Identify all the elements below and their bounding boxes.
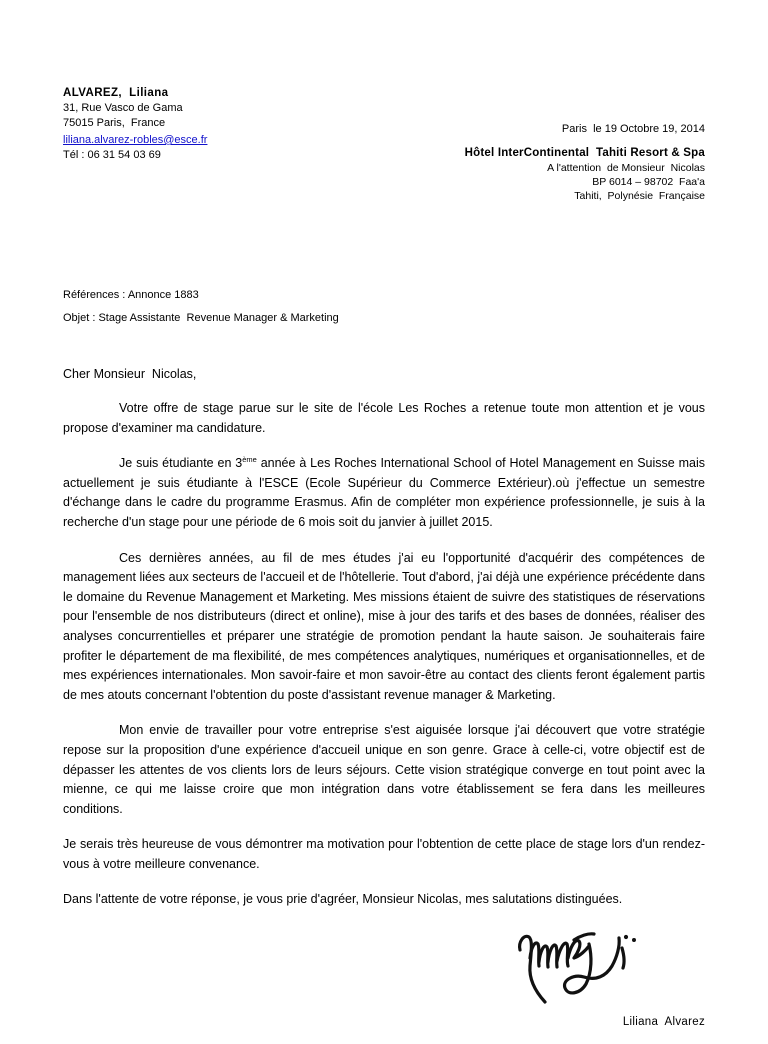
sender-phone: Tél : 06 31 54 03 69 <box>63 149 161 161</box>
recipient-block <box>375 122 705 203</box>
signature-block <box>63 924 705 1044</box>
salutation: Cher Monsieur Nicolas, <box>63 367 197 381</box>
paragraph-2-text-after: année à Les Roches International School of Hotel Management en Suisse mais actuellement je suis étudiante à l'ESCE (Ecole Supérieur du Commerce Extérieur).où j'effectue un semestre d'échange dans le cadre du programme Erasmus. Afin de compléter mon expérience professionnelle, je suis à la recherche d'un stage pour une période de 6 mois soit du janvier à juillet 2015. <box>63 456 705 529</box>
recipient-attention: A l'attention de Monsieur Nicolas <box>547 162 705 174</box>
sender-street: 31, Rue Vasco de Gama <box>63 102 183 114</box>
sender-email-link[interactable]: liliana.alvarez-robles@esce.fr <box>63 134 208 146</box>
body-paragraph-3: Ces dernières années, au fil de mes études j'ai eu l'opportunité d'acquérir des compétences de management liées aux secteurs de l'accueil et de l'hôtellerie. Tout d'abord, j'ai déjà une expérience précédente dans le domaine du Revenue Management et Marketing. Mes missions étaient de suivre des statistiques de réservations pour l'ensemble de nos distributeurs (direct et online), mise à jour des tarifs et des bases de données, réaliser des analyses concurrentielles et préparer une stratégie de promotion pendant la haute saison. Je souhaiterais faire profiter le département de ma flexibilité, de mes compétences analytiques, numériques et organisationnelles, et de mes expériences internationales. Mon savoir-faire et mon savoir-être au contact des clients feront également partis de mes atouts concernant l'obtention du poste d'assistant revenue manager & Marketing. <box>63 550 705 702</box>
date-line: Paris le 19 Octobre 19, 2014 <box>561 123 705 135</box>
subject-line: Objet : Stage Assistante Revenue Manager & Marketing <box>63 312 339 324</box>
reference-block <box>63 284 705 330</box>
sender-name: ALVAREZ, Liliana <box>63 87 169 99</box>
letter-header <box>63 0 705 202</box>
body-paragraph-6: Dans l'attente de votre réponse, je vous prie d'agréer, Monsieur Nicolas, mes salutations distinguées. <box>63 892 623 907</box>
paragraph-2-text-before: Je suis étudiante en 3 <box>119 456 243 471</box>
recipient-po-box: BP 6014 – 98702 Faa'a <box>592 176 705 188</box>
recipient-company: Hôtel InterContinental Tahiti Resort & Spa <box>464 147 705 159</box>
handwritten-signature-icon <box>504 928 659 1012</box>
body-paragraph-2 <box>63 454 705 532</box>
reference-line: Références : Annonce 1883 <box>63 289 199 301</box>
signer-name: Liliana Alvarez <box>622 1016 705 1029</box>
recipient-region: Tahiti, Polynésie Française <box>574 190 705 202</box>
ordinal-suffix: ème <box>242 455 257 465</box>
sender-address-block <box>63 86 393 163</box>
sender-city: 75015 Paris, France <box>63 116 166 129</box>
body-paragraph-1: Votre offre de stage parue sur le site de l'école Les Roches a retenue toute mon attention et je vous propose d'examiner ma candidature. <box>63 401 705 435</box>
letter-sheet <box>63 0 705 1044</box>
body-paragraph-4: Mon envie de travailler pour votre entreprise s'est aiguisée lorsque j'ai découvert que votre stratégie repose sur la proposition d'une expérience d'accueil unique en son genre. Grace à celle-ci, votre objectif est de dépasser les attentes de vos clients lors de leurs séjours. Cette vision stratégique converge en tout point avec la mienne, ce qui me laisse croire que mon intégration dans votre établissement se fera dans les meilleures conditions. <box>63 723 705 816</box>
body-paragraph-5: Je serais très heureuse de vous démontrer ma motivation pour l'obtention de cette place de stage lors d'un rendez-vous à votre meilleure convenance. <box>63 837 705 871</box>
